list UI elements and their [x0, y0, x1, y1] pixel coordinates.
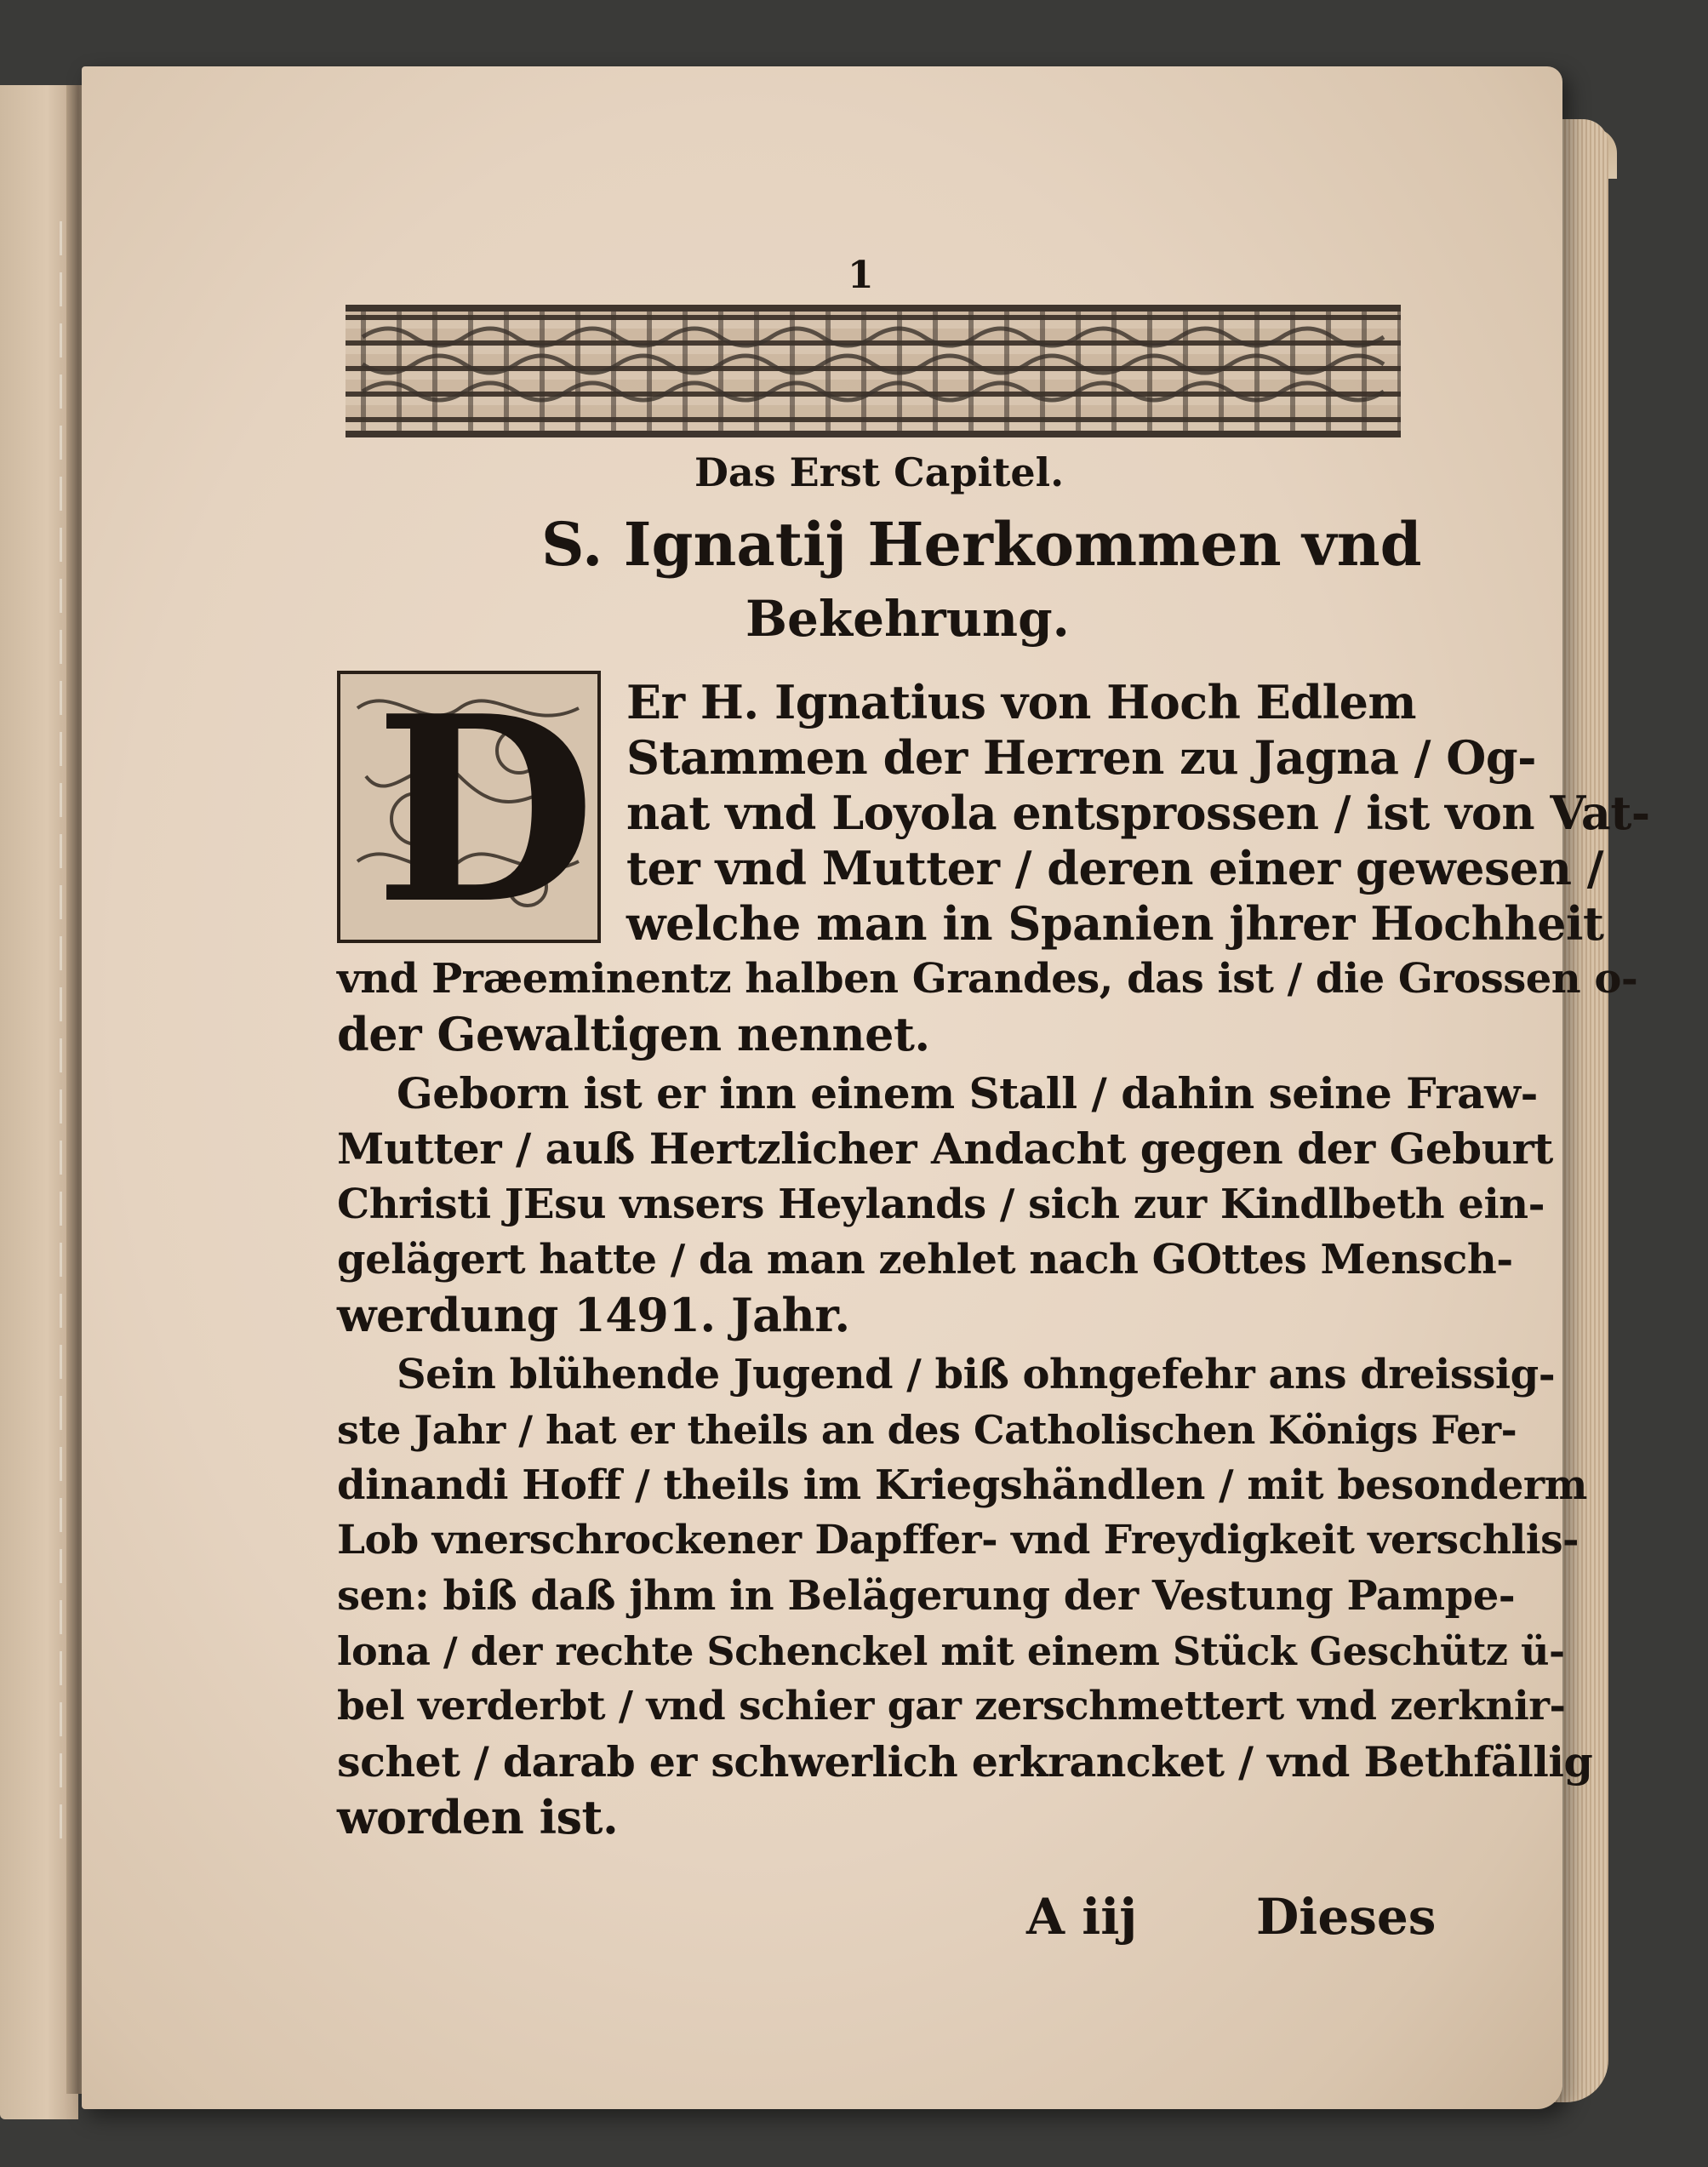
- book-scan: [0, 51, 1708, 2167]
- ornamental-headpiece: [346, 305, 1401, 437]
- body-line: Stammen der Herren zu Jagna / Og-: [626, 730, 1536, 785]
- chapter-title-line-1: S. Ignatij Herkommen vnd: [541, 509, 1422, 580]
- body-line: Er H. Ignatius von Hoch Edlem: [626, 675, 1417, 729]
- body-line: bel verderbt / vnd schier gar zerschmettert vnd zerknir-: [337, 1683, 1566, 1730]
- body-line: der Gewaltigen nennet.: [337, 1007, 930, 1061]
- initial-letter: D: [374, 660, 597, 960]
- body-line: vnd Præeminentz halben Grandes, das ist / die Grossen o-: [337, 955, 1638, 1003]
- body-line: worden ist.: [337, 1790, 619, 1844]
- body-line: lona / der rechte Schenckel mit einem Stück Geschütz ü-: [337, 1628, 1565, 1674]
- page-number: 1: [848, 254, 874, 297]
- binding-stitches: [60, 221, 62, 1838]
- body-line: werdung 1491. Jahr.: [337, 1288, 850, 1342]
- body-line: schet / darab er schwerlich erkrancket / vnd Bethfällig: [337, 1737, 1593, 1787]
- body-line: welche man in Spanien jhrer Hochheit: [626, 896, 1604, 951]
- body-line: sen: biß daß jhm in Belägerung der Vestung Pampe-: [337, 1572, 1516, 1620]
- decorated-initial: [337, 660, 601, 960]
- body-line: ste Jahr / hat er theils an des Catholischen Königs Fer-: [337, 1407, 1517, 1453]
- signature-mark: A iij: [1026, 1888, 1138, 1946]
- body-line: Mutter / auß Hertzlicher Andacht gegen der Geburt: [337, 1124, 1553, 1174]
- chapter-title-line-2: Bekehrung.: [745, 590, 1070, 648]
- body-line: Christi JEsu vnsers Heylands / sich zur Kindlbeth ein-: [337, 1181, 1545, 1228]
- body-line: Sein blühende Jugend / biß ohngefehr ans dreissig-: [397, 1351, 1556, 1398]
- text-block: [337, 254, 1650, 1956]
- chapter-label: Das Erst Capitel.: [694, 449, 1065, 495]
- body-line: Lob vnerschrockener Dapffer- vnd Freydigkeit verschlis-: [337, 1517, 1579, 1564]
- body-line: nat vnd Loyola entsprossen / ist von Vat-: [626, 786, 1650, 840]
- body-line: Geborn ist er inn einem Stall / dahin seine Fraw-: [397, 1068, 1538, 1118]
- right-page: [82, 66, 1650, 2109]
- catchword: Dieses: [1256, 1888, 1437, 1946]
- body-line: dinandi Hoff / theils im Kriegshändlen / mit besonderm: [337, 1461, 1587, 1509]
- body-line: gelägert hatte / da man zehlet nach GOttes Mensch-: [337, 1236, 1513, 1284]
- body-line: ter vnd Mutter / deren einer gewesen /: [626, 841, 1604, 895]
